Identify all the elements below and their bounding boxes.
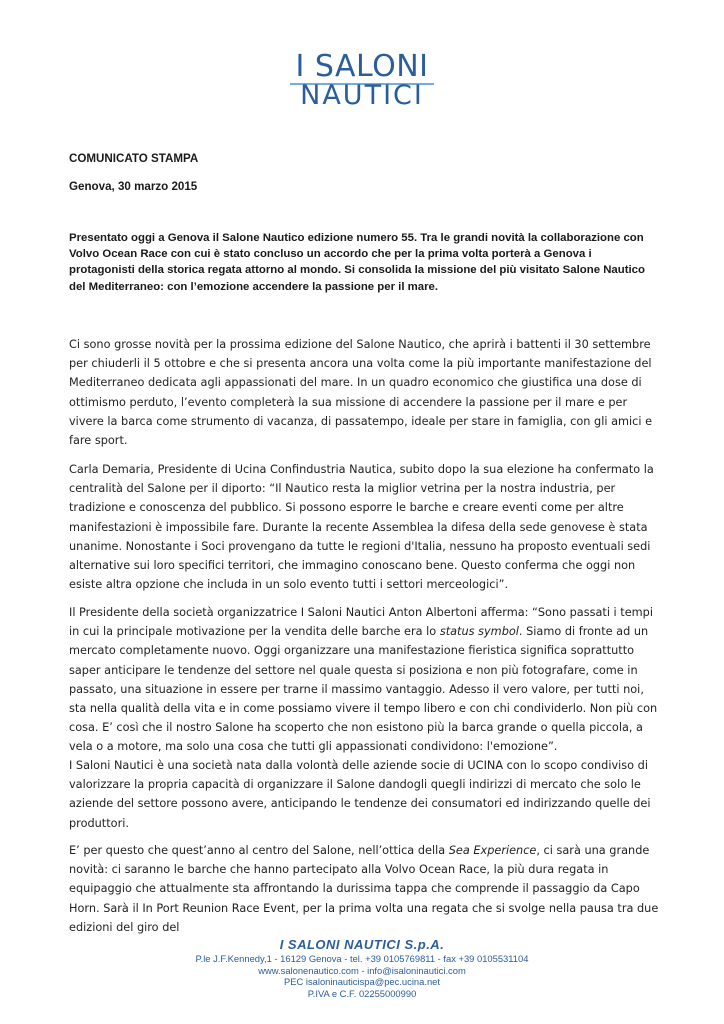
body-paragraph-3 — [69, 603, 659, 757]
dateline: Genova, 30 marzo 2015 — [69, 180, 198, 193]
footer-company-name: I SALONI NAUTICI S.p.A. — [279, 937, 445, 952]
footer-vat: P.IVA e C.F. 02255000990 — [307, 987, 417, 999]
p5-text-start: E’ per questo che quest’anno al centro del Salone, nell’ottica della — [69, 844, 449, 857]
company-logo — [286, 46, 438, 108]
footer-address: P.le J.F.Kennedy,1 - 16129 Genova - tel. +39 0105769811 - fax +39 0105531104 — [195, 953, 529, 964]
footer-pec: PEC isaloninauticispa@pec.ucina.net — [284, 976, 440, 988]
logo-line-2: NAUTICI — [300, 80, 424, 108]
letterhead-footer — [150, 937, 574, 999]
press-release-label: COMUNICATO STAMPA — [69, 152, 199, 165]
p5-text-end: , ci sarà una grande novità: ci saranno le barche che hanno partecipato alla Volvo Ocean Race, la più dura regata in equipaggio che attualmente sta affrontando la durissima tappa che comprende il passaggio da Capo Horn. Sarà il In Port Reunion Race Event, per la prima volta una regata che si svolge nella pausa tra due edizioni del giro del — [69, 844, 659, 934]
p5-emphasis: Sea Experience — [448, 844, 537, 857]
body-paragraph-4: I Saloni Nautici è una società nata dalla volontà delle aziende socie di UCINA con lo scopo condiviso di valorizzare la propria capacità di organizzare il Salone dandogli quegli indirizzi di mercato che solo le aziende del settore possono avere, anticipando le tendenze dei consumatori ed indirizzando quelle dei produttori. — [69, 759, 651, 830]
p3-emphasis: status symbol — [439, 625, 519, 639]
p3-text-start: Il Presidente della società organizzatrice I Saloni Nautici Anton Albertoni afferma: “Sono passati i tempi in cui la principale motivazione per la vendita delle barche era lo — [69, 606, 653, 639]
p3-text-end: . Siamo di fronte ad un mercato completamente nuovo. Oggi organizzare una manifestazione fieristica significa soprattutto saper anticipare le tendenze del settore nel quale questa si posiziona e non più fotografare, come in passato, una situazione in essere per trarne il massimo vantaggio. Adesso il vero valore, per tutti noi, sta nella qualità della vita e in come possiamo vivere il tempo libero e con chi condividerlo. Non più con cosa. E’ così che il nostro Salone ha scoperto che non esistono più la barca grande o quella piccola, a vela o a motore, ma solo una cosa che tutti gli appassionati condividono: l'emozione”. — [69, 625, 658, 754]
lead-paragraph: Presentato oggi a Genova il Salone Nautico edizione numero 55. Tra le grandi novità la collaborazione con Volvo Ocean Race con cui è stato concluso un accordo che per la prima volta porterà a Genova i protagonisti della storica regata attorno al mondo. Si consolida la missione del più visitato Salone Nautico del Mediterraneo: con l’emozione accendere la passione per il mare. — [69, 232, 645, 293]
body-paragraph-5 — [69, 841, 659, 937]
body-paragraph-2: Carla Demaria, Presidente di Ucina Confindustria Nautica, subito dopo la sua elezione ha confermato la centralità del Salone per il diporto: “Il Nautico resta la miglior vetrina per la nostra industria, per tradizione e conoscenza del pubblico. Si possono esporre le barche e creare eventi come per altre manifestazioni è impossibile fare. Durante la recente Assemblea la difesa della sede genovese è stata unanime. Nonostante i Soci provengano da tutte le regioni d'Italia, nessuno ha proposto eventuali sedi alternative sui loro specifici territori, che immagino conoscano bene. Questo conferma che oggi non esiste altra opzione che includa in un solo evento tutti i settori merceologici”. — [69, 463, 654, 592]
logo-line-1: I SALONI — [295, 49, 429, 84]
footer-web-email: www.salonenautico.com - info@isaloninautici.com — [258, 964, 466, 976]
body-paragraph-1: Ci sono grosse novità per la prossima edizione del Salone Nautico, che aprirà i battenti il 30 settembre per chiuderli il 5 ottobre e che si presenta ancora una volta come la più importante manifestazione del Mediterraneo dedicata agli appassionati del mare. In un quadro economico che giustifica una dose di ottimismo perduto, l’evento completerà la sua missione di accendere la passione per il mare e per vivere la barca come strumento di vacanza, di passatempo, ideale per stare in famiglia, con gli amici e fare sport. — [69, 338, 653, 448]
